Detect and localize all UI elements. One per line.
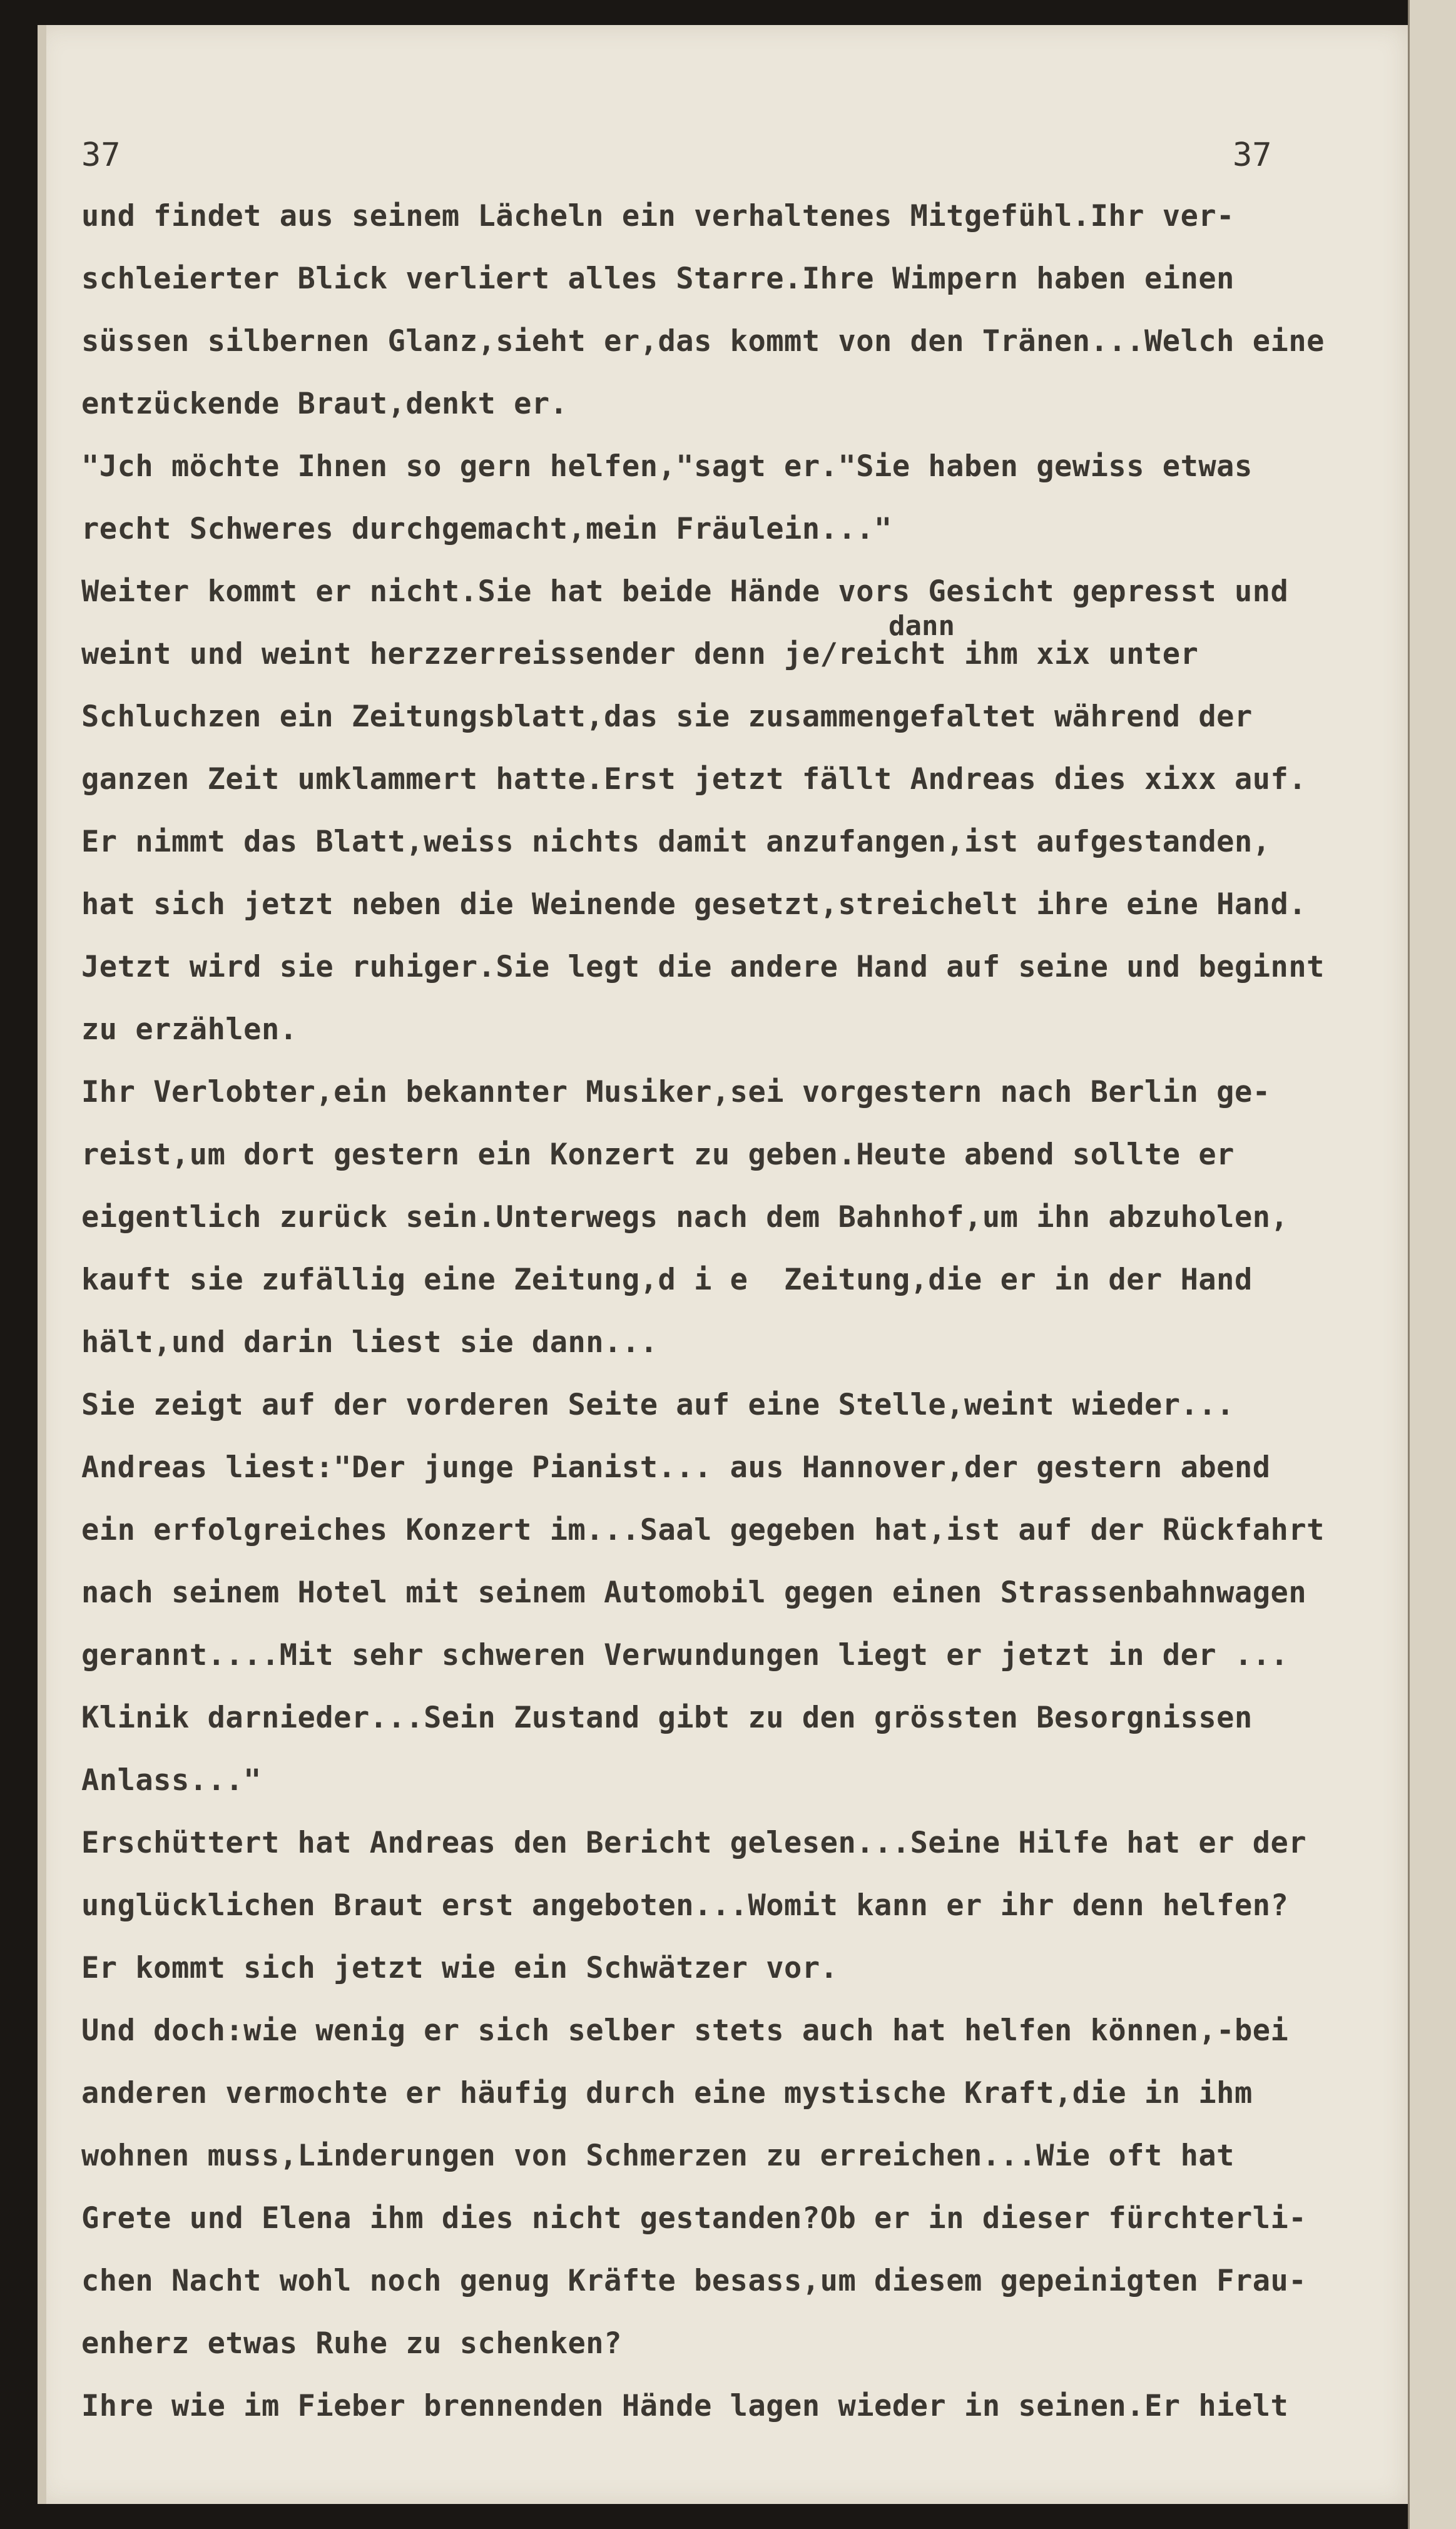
- text-line: Weiter kommt er nicht.Sie hat beide Hände vors Gesicht gepresst und: [81, 574, 1289, 609]
- page-number-right: 37: [1233, 136, 1272, 174]
- text-line: Andreas liest:"Der junge Pianist... aus Hannover,der gestern abend: [81, 1450, 1271, 1485]
- text-line: ein erfolgreiches Konzert im...Saal gegeben hat,ist auf der Rückfahrt: [81, 1513, 1325, 1547]
- binding-strip: [1408, 0, 1456, 2529]
- text-line: Er kommt sich jetzt wie ein Schwätzer vor.: [81, 1951, 838, 1985]
- text-line: Klinik darnieder...Sein Zustand gibt zu den grössten Besorgnissen: [81, 1701, 1253, 1735]
- handwritten-insertion: dann: [888, 610, 955, 642]
- text-line: zu erzählen.: [81, 1012, 298, 1047]
- text-line: Ihr Verlobter,ein bekannter Musiker,sei vorgestern nach Berlin ge-: [81, 1075, 1271, 1109]
- text-line: Ihre wie im Fieber brennenden Hände lagen wieder in seinen.Er hielt: [81, 2389, 1289, 2423]
- text-line: "Jch möchte Ihnen so gern helfen,"sagt er."Sie haben gewiss etwas: [81, 449, 1253, 484]
- text-line: Erschüttert hat Andreas den Bericht gelesen...Seine Hilfe hat er der: [81, 1826, 1307, 1860]
- text-line: Und doch:wie wenig er sich selber stets auch hat helfen können,-bei: [81, 2013, 1289, 2048]
- text-line: gerannt....Mit sehr schweren Verwundungen liegt er jetzt in der ...: [81, 1638, 1289, 1672]
- text-line: unglücklichen Braut erst angeboten...Womit kann er ihr denn helfen?: [81, 1888, 1289, 1923]
- page-left-edge: [38, 25, 46, 2504]
- text-line: Sie zeigt auf der vorderen Seite auf eine Stelle,weint wieder...: [81, 1388, 1235, 1422]
- text-line: weint und weint herzzerreissender denn je/reicht ihm xix unter: [81, 637, 1199, 671]
- text-line: hat sich jetzt neben die Weinende gesetzt,streichelt ihre eine Hand.: [81, 887, 1307, 922]
- text-line: recht Schweres durchgemacht,mein Fräulein...": [81, 512, 892, 546]
- text-line: Jetzt wird sie ruhiger.Sie legt die andere Hand auf seine und beginnt: [81, 950, 1325, 984]
- text-line: und findet aus seinem Lächeln ein verhaltenes Mitgefühl.Ihr ver-: [81, 199, 1235, 233]
- text-line: nach seinem Hotel mit seinem Automobil gegen einen Strassenbahnwagen: [81, 1575, 1307, 1610]
- text-line: entzückende Braut,denkt er.: [81, 387, 568, 421]
- text-line: schleierter Blick verliert alles Starre.Ihre Wimpern haben einen: [81, 262, 1235, 296]
- text-line: Anlass...": [81, 1763, 262, 1798]
- text-line: hält,und darin liest sie dann...: [81, 1325, 658, 1360]
- text-line: Schluchzen ein Zeitungsblatt,das sie zusammengefaltet während der: [81, 700, 1253, 734]
- text-line: ganzen Zeit umklammert hatte.Erst jetzt fällt Andreas dies xixx auf.: [81, 762, 1307, 796]
- text-line: anderen vermochte er häufig durch eine mystische Kraft,die in ihm: [81, 2076, 1253, 2110]
- text-line: Er nimmt das Blatt,weiss nichts damit anzufangen,ist aufgestanden,: [81, 825, 1271, 859]
- page-number-left: 37: [81, 136, 121, 174]
- text-line: Grete und Elena ihm dies nicht gestanden?Ob er in dieser fürchterli-: [81, 2201, 1307, 2236]
- text-line: reist,um dort gestern ein Konzert zu geben.Heute abend sollte er: [81, 1137, 1235, 1172]
- text-line: wohnen muss,Linderungen von Schmerzen zu erreichen...Wie oft hat: [81, 2139, 1235, 2173]
- text-line: süssen silbernen Glanz,sieht er,das kommt von den Tränen...Welch eine: [81, 324, 1325, 359]
- text-line: chen Nacht wohl noch genug Kräfte besass,um diesem gepeinigten Frau-: [81, 2264, 1307, 2298]
- text-line: eigentlich zurück sein.Unterwegs nach dem Bahnhof,um ihn abzuholen,: [81, 1200, 1289, 1234]
- text-line: kauft sie zufällig eine Zeitung,d i e Zeitung,die er in der Hand: [81, 1263, 1253, 1297]
- text-line: enherz etwas Ruhe zu schenken?: [81, 2326, 622, 2361]
